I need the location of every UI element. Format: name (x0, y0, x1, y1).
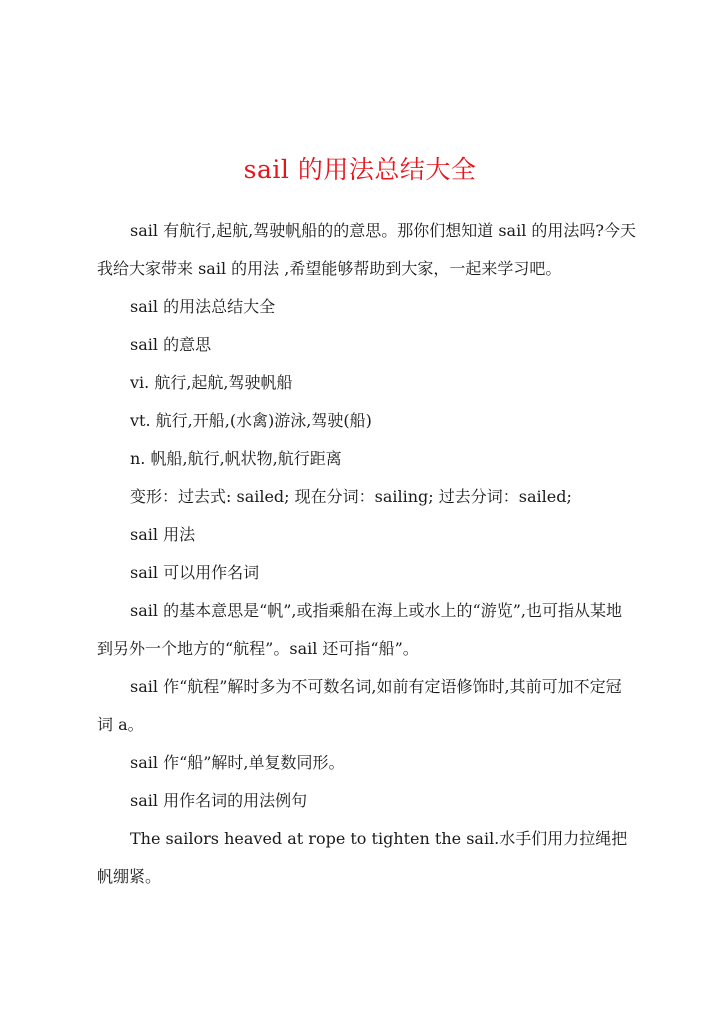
word-forms: 变形：过去式: sailed; 现在分词：sailing; 过去分词：sailed; (130, 487, 572, 506)
example-sentence: The sailors heaved at rope to tighten the sail.水手们用力拉绳把帆绷紧。 (97, 829, 628, 886)
definition-vt: vt. 航行,开船,(水禽)游泳,驾驶(船) (130, 411, 372, 430)
definition-n: n. 帆船,航行,帆状物,航行距离 (130, 449, 342, 468)
section-heading-examples: sail 用作名词的用法例句 (130, 791, 308, 810)
noun-meaning-paragraph: sail 的基本意思是“帆”,或指乘船在海上或水上的“游览”,也可指从某地到另外一个地方的“航程”。sail 还可指“船”。 (97, 601, 622, 658)
document-title: sail 的用法总结大全 (243, 155, 477, 184)
section-heading-noun-usage: sail 可以用作名词 (130, 563, 260, 582)
definition-vi: vi. 航行,起航,驾驶帆船 (130, 373, 293, 392)
section-heading-summary: sail 的用法总结大全 (130, 297, 276, 316)
section-heading-usage: sail 用法 (130, 525, 196, 544)
voyage-usage-paragraph: sail 作“航程”解时多为不可数名词,如前有定语修饰时,其前可加不定冠词 a。 (97, 677, 622, 734)
intro-paragraph: sail 有航行,起航,驾驶帆船的的意思。那你们想知道 sail 的用法吗?今天我给大家带来 sail 的用法 ,希望能够帮助到大家，一起来学习吧。 (97, 221, 636, 278)
section-heading-meaning: sail 的意思 (130, 335, 212, 354)
ship-usage-paragraph: sail 作“船”解时,单复数同形。 (130, 753, 345, 772)
